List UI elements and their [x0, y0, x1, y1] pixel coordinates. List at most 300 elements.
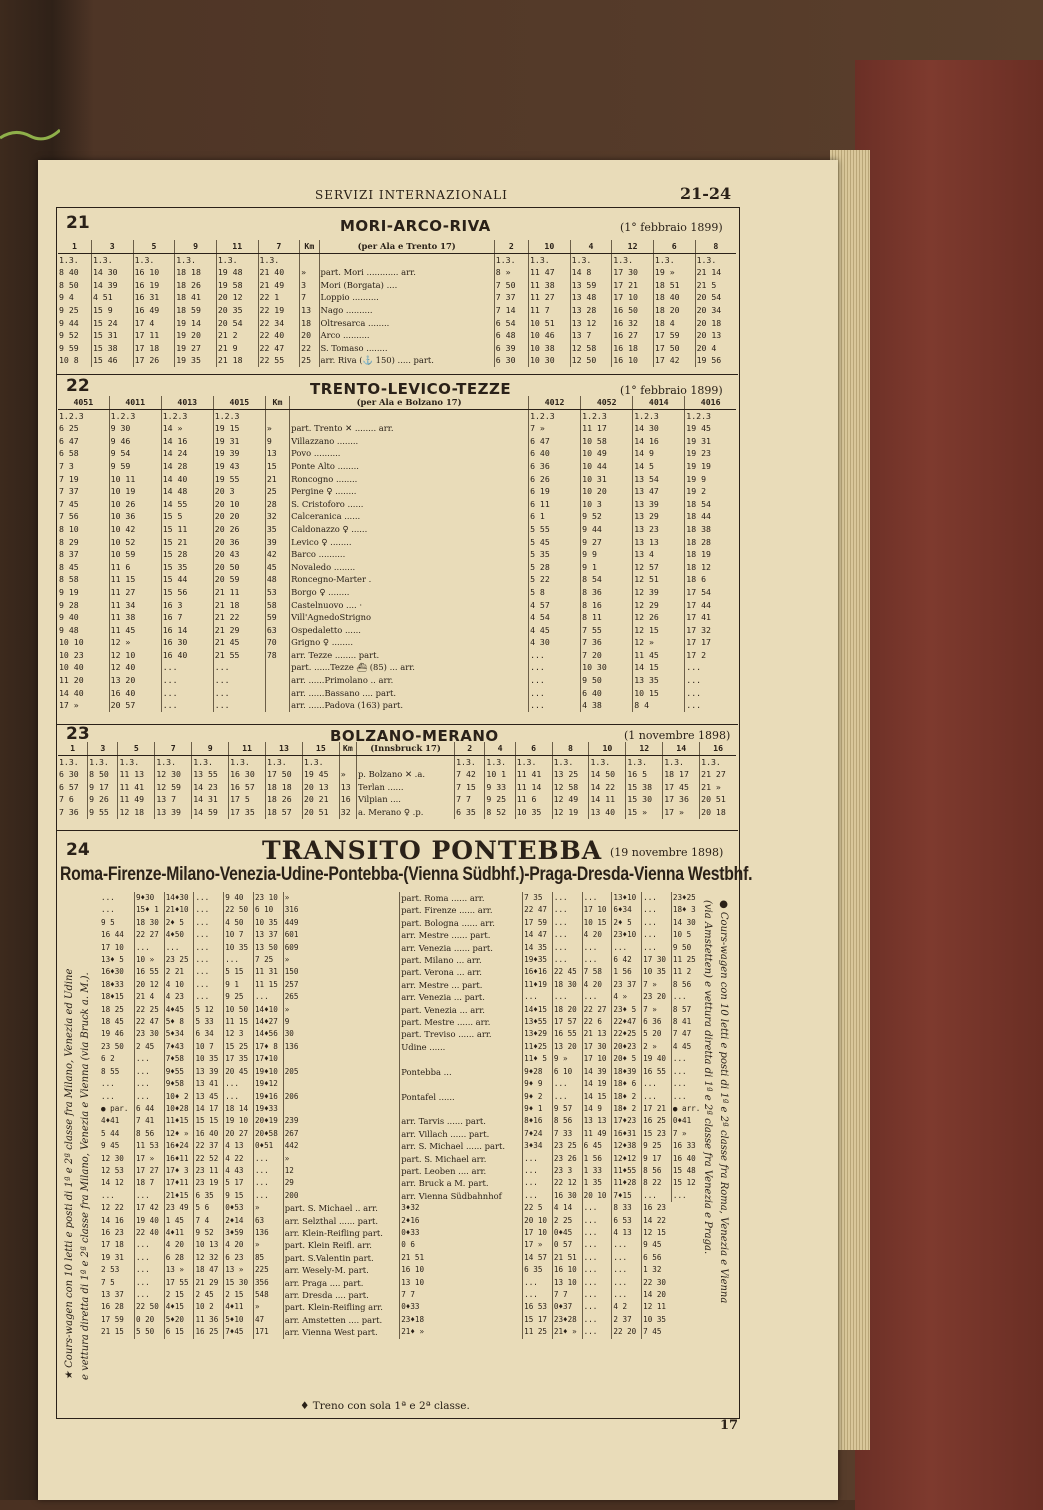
station-name: arr. Venezia ...... part. [400, 942, 523, 954]
km-value: 20 [300, 329, 319, 342]
departure-time: ... [101, 1091, 115, 1101]
km-value: 25 [300, 354, 319, 367]
table-row [100, 1115, 706, 1127]
arrival-time: 13 47 [633, 485, 685, 498]
station-name: arr. Bruck a M. part. [400, 1177, 523, 1189]
arrival-time: 18 12 [685, 561, 736, 574]
departure-time: 19 46 [101, 1029, 124, 1039]
arrival-time: 16 25 [642, 1115, 672, 1127]
departure-time: ... [224, 954, 254, 966]
departure-time: 22 52 [194, 1153, 224, 1165]
departure-time: 11 15 [253, 979, 283, 991]
departure-time: 21 29 [213, 624, 265, 637]
arrival-time: 13 4 [633, 548, 685, 561]
arrival-time: 6 40 [529, 447, 581, 460]
arrival-time: ... [685, 699, 736, 712]
class-label: 1.3. [302, 755, 339, 768]
arrival-time: 15 48 [671, 1165, 706, 1177]
departure-time: 14 » [161, 422, 213, 435]
arrival-time: 8 33 [612, 1202, 642, 1214]
station-name: arr. Amstetten .... part. [283, 1314, 399, 1326]
arrival-time: 9♦28 [523, 1066, 553, 1078]
arrival-time: 0♦37 [552, 1301, 582, 1313]
arrival-time: 6♦34 [612, 904, 642, 916]
arrival-time: 18 20 [653, 304, 695, 317]
arrival-time: ... [552, 1078, 582, 1090]
departure-time: 15 30 [224, 1277, 254, 1289]
arrival-time: 2♦ 5 [612, 917, 642, 929]
departure-time: 18 7 [134, 1177, 164, 1189]
arrival-time: 2 » [642, 1041, 672, 1053]
station-blank [290, 409, 529, 422]
km-value: 13 [339, 781, 356, 794]
departure-time: 2♦14 [224, 1215, 254, 1227]
km-value: 267 [283, 1128, 399, 1140]
station-name: arr. ......Primolano .. arr. [290, 674, 529, 687]
left-footnote-line-1: ★ Cours-wagen con 10 letti e posti di 1ª e 2ª classe fra Milano, Venezia ed Udine [64, 968, 75, 1380]
arrival-time: 13 23 [633, 523, 685, 536]
departure-time: 9 25 [224, 991, 254, 1003]
arrival-time: 6 47 [529, 435, 581, 448]
running-header: SERVIZI INTERNAZIONALI [315, 188, 508, 202]
section-title: BOLZANO-MERANO [330, 727, 499, 745]
departure-time: 20 10 [213, 498, 265, 511]
arrival-time: 15 » [626, 806, 663, 819]
departure-time: 12 22 [101, 1203, 124, 1213]
arrival-time: 14 16 [633, 435, 685, 448]
arrival-time: 4 20 [582, 929, 612, 941]
arrival-time: 18 4 [653, 317, 695, 330]
departure-time: 18 25 [101, 1004, 124, 1014]
km-value: » [283, 954, 399, 966]
section-title: TRANSITO PONTEBBA [262, 836, 603, 865]
station-name: Borgo ♀ ........ [290, 586, 529, 599]
arrival-time: 16 10 [612, 354, 654, 367]
arrival-time: 7 20 [581, 649, 633, 662]
station-name: arr. S. Michael ...... part. [400, 1140, 523, 1152]
arrival-time: 17 10 [582, 904, 612, 916]
departure-time: 19 20 [175, 329, 217, 342]
departure-time: 21 4 [134, 991, 164, 1003]
departure-time: 22 50 [134, 1301, 164, 1313]
departure-time: 7 5 [101, 1277, 115, 1287]
departure-time: 15 24 [91, 317, 133, 330]
station-name: Roncogno ........ [290, 473, 529, 486]
train-number: 10 [529, 240, 571, 253]
departure-time: 13 » [224, 1264, 254, 1276]
km-value: 9 [283, 1016, 399, 1028]
km-value: 200 [283, 1190, 399, 1202]
station-name: arr. Riva (⚓ 150) ..... part. [319, 354, 494, 367]
departure-time: 4 23 [164, 991, 194, 1003]
class-label: 1.3. [229, 755, 266, 768]
arrival-time: 8 » [494, 266, 528, 279]
km-value: 601 [283, 929, 399, 941]
departure-time: 10 7 [224, 929, 254, 941]
train-number: 9 [175, 240, 217, 253]
km-value [283, 1103, 399, 1115]
arrival-time: 10 1 [485, 768, 515, 781]
departure-time: 6 23 [224, 1252, 254, 1264]
class-label: 1.3. [133, 253, 175, 266]
train-number: 6 [653, 240, 695, 253]
table-row [100, 1041, 706, 1053]
arrival-time: 18 51 [653, 279, 695, 292]
departure-time: 21 18 [216, 354, 258, 367]
arrival-time: 5 55 [529, 523, 581, 536]
arrival-time: 23♦28 [552, 1314, 582, 1326]
arrival-time: 21 13 [582, 1028, 612, 1040]
departure-time: 14 48 [161, 485, 213, 498]
arrival-time: 21♦ » [400, 1326, 523, 1338]
train-number: 4052 [581, 396, 633, 409]
section-divider [56, 374, 738, 375]
arrival-time: 6 56 [642, 1252, 672, 1264]
arrival-time: 9 57 [552, 1103, 582, 1115]
table-row [100, 1314, 706, 1326]
arrival-time: 17 » [523, 1239, 553, 1251]
arrival-time: 22 12 [552, 1177, 582, 1189]
arrival-time: 4 45 [529, 624, 581, 637]
departure-time: 6 30 [59, 769, 79, 780]
table-row [100, 1239, 706, 1251]
km-value: 18 [300, 317, 319, 330]
arrival-time: 11♦ 5 [523, 1053, 553, 1065]
station-name: Grigno ♀ ........ [290, 636, 529, 649]
arrival-time: 5 28 [529, 561, 581, 574]
station-name: Castelnuovo .... · [290, 599, 529, 612]
departure-time: 15 25 [224, 1041, 254, 1053]
arrival-time: 6 42 [612, 954, 642, 966]
station-name: S. Tomaso ........ [319, 342, 494, 355]
arrival-time: 9 33 [485, 781, 515, 794]
departure-time: 10♦28 [164, 1103, 194, 1115]
arrival-time: ... [685, 661, 736, 674]
arrival-time: 9 » [552, 1053, 582, 1065]
arrival-time: ... [612, 1239, 642, 1251]
departure-time: 9♦30 [134, 892, 164, 904]
departure-time: 18♦33 [101, 979, 124, 989]
train-number: 8 [552, 742, 589, 755]
departure-time: 15 28 [161, 548, 213, 561]
departure-time: 17 35 [224, 1053, 254, 1065]
arrival-time: 15 38 [626, 781, 663, 794]
arrival-time: 18 40 [653, 291, 695, 304]
departure-time: 9 25 [59, 304, 79, 315]
section-number: 21 [66, 213, 90, 233]
departure-time: ... [194, 904, 224, 916]
arrival-time: 11♦55 [612, 1165, 642, 1177]
arrival-time: 10 35 [642, 966, 672, 978]
arrival-time: ... [582, 892, 612, 904]
departure-time: 4♦11 [164, 1227, 194, 1239]
departure-time: 22 55 [258, 354, 300, 367]
departure-time: 17♦ 3 [164, 1165, 194, 1177]
station-name: Pontafel ...... [400, 1091, 523, 1103]
departure-time: 7 56 [59, 511, 79, 522]
arrival-time: 9 17 [642, 1153, 672, 1165]
departure-time: 21 11 [213, 586, 265, 599]
arrival-time: 7 50 [494, 279, 528, 292]
arrival-time: 8 36 [581, 586, 633, 599]
class-label: 1.3. [258, 253, 300, 266]
arrival-time: 13 12 [570, 317, 612, 330]
arrival-time: 18♦ 2 [612, 1091, 642, 1103]
arrival-time: 11♦25 [523, 1041, 553, 1053]
departure-time: 20 27 [224, 1128, 254, 1140]
table-row [58, 473, 736, 486]
departure-time: 14 17 [194, 1103, 224, 1115]
arrival-time: 23 25 [552, 1140, 582, 1152]
table-row [58, 548, 736, 561]
station-name: Arco .......... [319, 329, 494, 342]
station-blank [319, 253, 494, 266]
train-number: 3 [91, 240, 133, 253]
arrival-time: 15 30 [626, 793, 663, 806]
arrival-time: 10 35 [642, 1314, 672, 1326]
departure-time: 9 59 [59, 342, 79, 353]
arrival-time: 12 51 [633, 573, 685, 586]
departure-time: 7♦43 [164, 1041, 194, 1053]
arrival-time: 20 4 [695, 342, 736, 355]
departure-time: 15 56 [161, 586, 213, 599]
departure-time: 4 50 [224, 917, 254, 929]
arrival-time: 21♦ » [552, 1326, 582, 1338]
arrival-time: 23 26 [552, 1153, 582, 1165]
class-label: 1.2.3 [633, 409, 685, 422]
departure-time: 14♦10 [253, 1004, 283, 1016]
station-name [400, 1053, 523, 1065]
class-label: 1.3. [175, 253, 217, 266]
departure-time: 16 40 [109, 687, 161, 700]
station-name: S. Cristoforo ...... [290, 498, 529, 511]
table-row [58, 304, 736, 317]
arrival-time: ... [523, 1177, 553, 1189]
arrival-time: ... [582, 1239, 612, 1251]
route-heading: Roma-Firenze-Milano-Venezia-Udine-Pontebba-(Vienna Südbhf.)-Praga-Dresda-Vienna Westbhf. [60, 864, 753, 885]
departure-time: 6 28 [164, 1252, 194, 1264]
departure-time: 7 41 [134, 1115, 164, 1127]
arrival-time: ... [671, 1078, 706, 1090]
km-value: 28 [265, 498, 289, 511]
table-row [100, 942, 706, 954]
station-name: Udine ...... [400, 1041, 523, 1053]
train-number: 3 [88, 742, 118, 755]
arrival-time: 8♦16 [523, 1115, 553, 1127]
km-value: 53 [265, 586, 289, 599]
arrival-time: 7 7 [455, 793, 485, 806]
arrival-time: ... [685, 674, 736, 687]
train-number: 8 [695, 240, 736, 253]
arrival-time: 4 » [612, 991, 642, 1003]
arrival-time: 17 45 [663, 781, 700, 794]
table-row [58, 342, 736, 355]
departure-time: 14 16 [161, 435, 213, 448]
departure-time: 9 4 [59, 292, 74, 303]
arrival-time: ... [529, 699, 581, 712]
station-name: Novaledo ........ [290, 561, 529, 574]
km-value: 22 [300, 342, 319, 355]
class-label: 1.3. [529, 253, 571, 266]
departure-time: 10 7 [194, 1041, 224, 1053]
km-value [283, 1053, 399, 1065]
departure-time: ... [213, 687, 265, 700]
arrival-time: 21 » [700, 781, 736, 794]
arrival-time: 17 21 [642, 1103, 672, 1115]
departure-time: 22 47 [134, 1016, 164, 1028]
arrival-time: 9 45 [642, 1239, 672, 1251]
km-value: 9 [265, 435, 289, 448]
class-label: 1.3. [59, 254, 79, 265]
arrival-time: 10 5 [671, 929, 706, 941]
arrival-time: 13♦55 [523, 1016, 553, 1028]
arrival-time: 17 54 [685, 586, 736, 599]
class-label: 1.3. [700, 755, 736, 768]
departure-time: 14 31 [192, 793, 229, 806]
train-number: 11 [229, 742, 266, 755]
departure-time: ... [224, 1078, 254, 1090]
arrival-time: 14 11 [589, 793, 626, 806]
station-name: part. Venezia ... arr. [400, 1004, 523, 1016]
station-name: part. Verona ... arr. [400, 966, 523, 978]
section-divider [56, 830, 738, 831]
arrival-time: 22 5 [523, 1202, 553, 1214]
station-name: arr. Praga .... part. [283, 1277, 399, 1289]
arrival-time: 8 56 [671, 979, 706, 991]
arrival-time: 17 59 [523, 917, 553, 929]
station-name: arr. Klein-Reifling part. [283, 1227, 399, 1239]
departure-time: 2 53 [101, 1265, 120, 1275]
departure-time: 10 36 [109, 510, 161, 523]
arrival-time: 6 1 [529, 510, 581, 523]
departure-time: 20 13 [302, 781, 339, 794]
arrival-time: 22 6 [582, 1016, 612, 1028]
departure-time: 18 41 [175, 291, 217, 304]
table-row [58, 523, 736, 536]
arrival-time: 14 15 [633, 661, 685, 674]
train-number: 5 [133, 240, 175, 253]
arrival-time: 7 45 [642, 1326, 672, 1338]
arrival-time: 17 44 [685, 599, 736, 612]
arrival-time: 20 10 [582, 1190, 612, 1202]
class-label: 1.3. [626, 755, 663, 768]
section-date: (1° febbraio 1899) [620, 221, 723, 234]
departure-time: 8 40 [59, 267, 79, 278]
table-row [100, 892, 706, 904]
station-name: arr. Wesely-M. part. [283, 1264, 399, 1276]
departure-time: 12 59 [155, 781, 192, 794]
table-row [100, 1202, 706, 1214]
arrival-time: 11 14 [515, 781, 552, 794]
km-value: 449 [283, 917, 399, 929]
departure-time: 16 49 [133, 304, 175, 317]
arrival-time: 6 10 [552, 1066, 582, 1078]
departure-time: 15 9 [91, 304, 133, 317]
arrival-time: 17 42 [653, 354, 695, 367]
departure-time: 18 18 [175, 266, 217, 279]
arrival-time: 11 27 [529, 291, 571, 304]
departure-time: 5♦ 8 [164, 1016, 194, 1028]
departure-time: 5♦34 [164, 1028, 194, 1040]
departure-time: 3♦59 [224, 1227, 254, 1239]
table-row [58, 536, 736, 549]
departure-time: 11 49 [118, 793, 155, 806]
station-name: Loppio .......... [319, 291, 494, 304]
arrival-time: 23♦10 [612, 929, 642, 941]
departure-time: 16 3 [161, 599, 213, 612]
departure-time: 20 57 [109, 699, 161, 712]
departure-time: 4♦15 [164, 1301, 194, 1313]
section-divider [56, 724, 738, 725]
table-row [58, 447, 736, 460]
station-name: part. Treviso ...... arr. [400, 1028, 523, 1040]
departure-time: 11 6 [109, 561, 161, 574]
table-row [100, 1078, 706, 1090]
departure-time: 5 44 [101, 1128, 120, 1138]
table-row [100, 1252, 706, 1264]
station-name: Levico ♀ ........ [290, 536, 529, 549]
arrival-time: 6 39 [494, 342, 528, 355]
departure-time: 1 45 [164, 1215, 194, 1227]
departure-time: 11 38 [109, 611, 161, 624]
arrival-time: 22 47 [523, 904, 553, 916]
arrival-time: 17 36 [663, 793, 700, 806]
arrival-time: 6 36 [529, 460, 581, 473]
km-value: 442 [283, 1140, 399, 1152]
departure-time: 7 6 [59, 794, 74, 805]
departure-time: 18 45 [101, 1017, 124, 1027]
km-value: 356 [253, 1277, 283, 1289]
arrival-time: 7 7 [400, 1289, 523, 1301]
departure-time: 12 30 [155, 768, 192, 781]
table-row [58, 793, 736, 806]
arrival-time: 19 31 [685, 435, 736, 448]
departure-time: 16 44 [101, 930, 124, 940]
arrival-time: ... [671, 991, 706, 1003]
train-number: 4014 [633, 396, 685, 409]
departure-time: 22 25 [134, 1004, 164, 1016]
arrival-time: ... [523, 1190, 553, 1202]
train-number: 7 [155, 742, 192, 755]
via-note: (Innsbruck 17) [356, 742, 454, 755]
arrival-time: 9 1 [581, 561, 633, 574]
departure-time: 15 11 [161, 523, 213, 536]
departure-time: 19 48 [216, 266, 258, 279]
station-name: part. Klein Reifl. arr. [283, 1239, 399, 1251]
departure-time: 17♦ 8 [253, 1041, 283, 1053]
departure-time: 8 58 [59, 574, 79, 585]
departure-time: 10 26 [109, 498, 161, 511]
departure-time: 10 52 [109, 536, 161, 549]
departure-time: 11♦15 [164, 1115, 194, 1127]
table-row [58, 510, 736, 523]
table-row [58, 354, 736, 367]
arrival-time: ... [642, 892, 672, 904]
arrival-time: 4 54 [529, 611, 581, 624]
page-number: 17 [720, 1418, 739, 1433]
departure-time: 17 » [134, 1153, 164, 1165]
class-label: 1.3. [216, 253, 258, 266]
arrival-time: 5 20 [642, 1028, 672, 1040]
arrival-time: 14 39 [582, 1066, 612, 1078]
departure-time: 19 40 [134, 1215, 164, 1227]
departure-time: 21 18 [213, 599, 265, 612]
arrival-time: 14 8 [570, 266, 612, 279]
departure-time: 17 5 [229, 793, 266, 806]
departure-time: 21 49 [258, 279, 300, 292]
station-name: part. Mori ............ arr. [319, 266, 494, 279]
departure-time: 4 20 [164, 1239, 194, 1251]
